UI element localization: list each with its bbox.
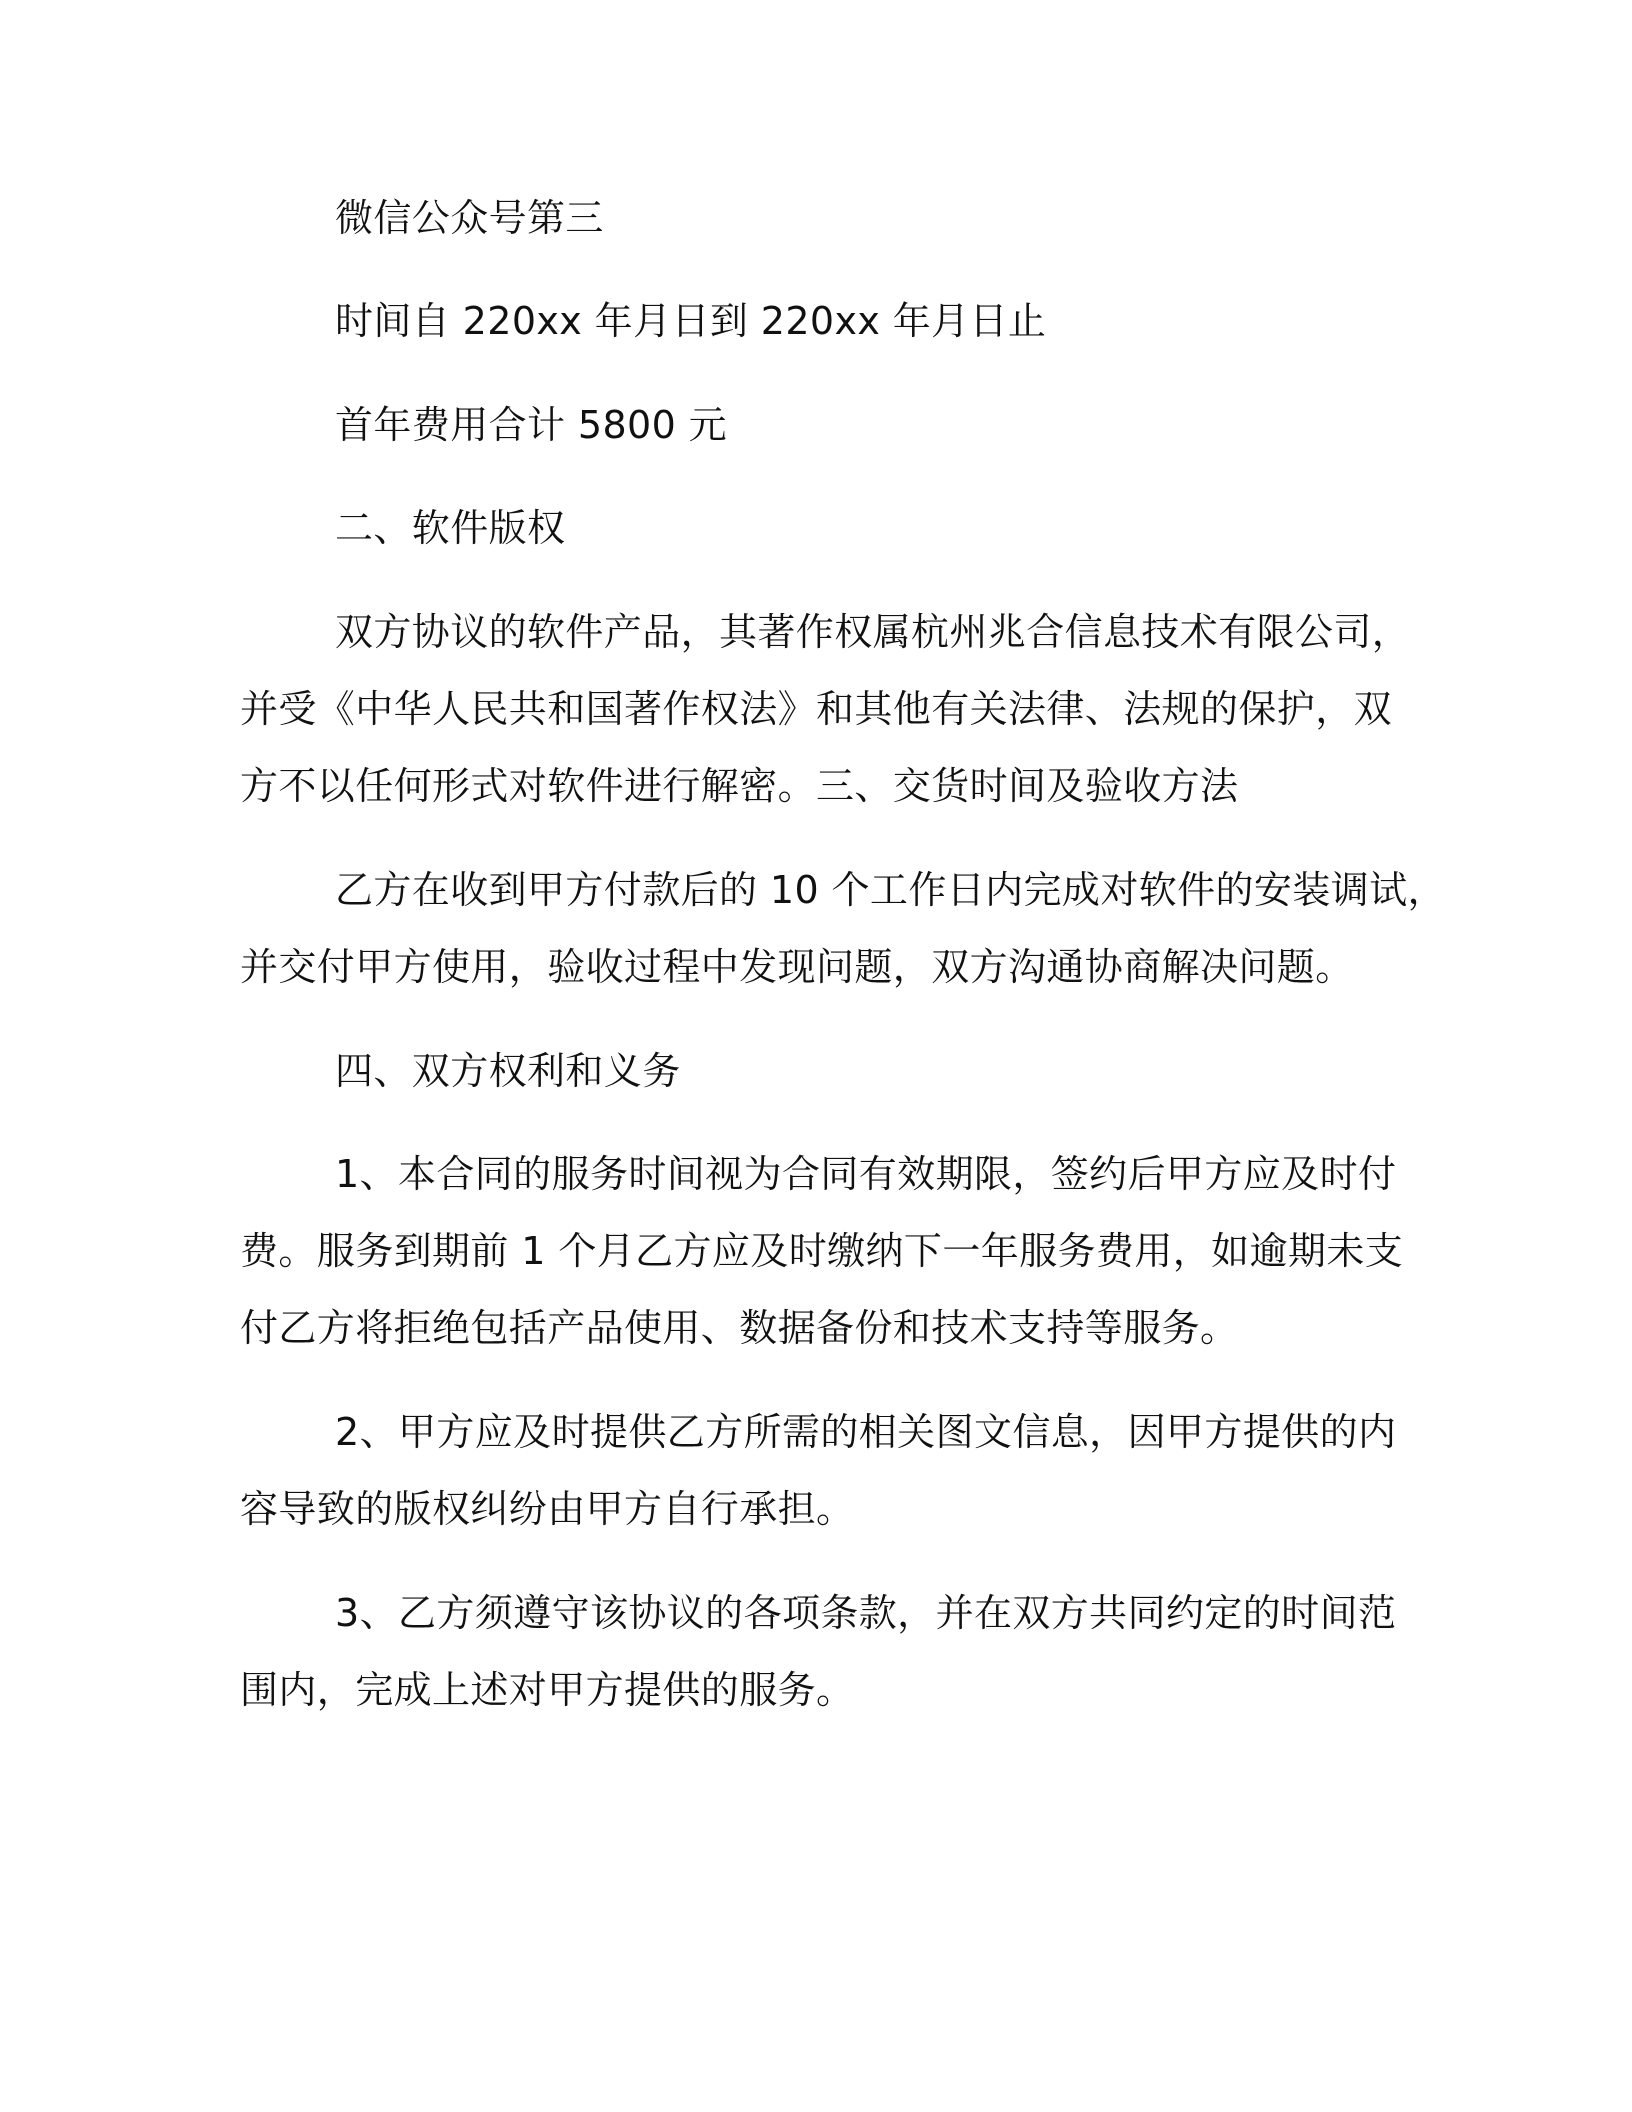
text-line: 容导致的版权纠纷由甲方自行承担。 — [240, 1487, 855, 1531]
text-line: 双方协议的软件产品，其著作权属杭州兆合信息技术有限公司， — [335, 610, 1411, 654]
section-heading: 二、软件版权 — [335, 506, 566, 550]
text-line: 围内，完成上述对甲方提供的服务。 — [240, 1668, 855, 1712]
text-line: 2、甲方应及时提供乙方所需的相关图文信息，因甲方提供的内 — [335, 1410, 1397, 1454]
section-heading: 四、双方权利和义务 — [335, 1049, 681, 1093]
text-line: 时间自 220xx 年月日到 220xx 年月日止 — [335, 299, 1047, 343]
text-line: 3、乙方须遵守该协议的各项条款，并在双方共同约定的时间范 — [335, 1591, 1397, 1635]
text-line: 1、本合同的服务时间视为合同有效期限，签约后甲方应及时付 — [335, 1152, 1397, 1196]
text-line: 首年费用合计 5800 元 — [335, 403, 728, 447]
text-line: 方不以任何形式对软件进行解密。三、交货时间及验收方法 — [240, 764, 1239, 808]
text-line: 并交付甲方使用，验收过程中发现问题，双方沟通协商解决问题。 — [240, 945, 1354, 989]
text-line: 付乙方将拒绝包括产品使用、数据备份和技术支持等服务。 — [240, 1306, 1239, 1350]
text-line: 乙方在收到甲方付款后的 10 个工作日内完成对软件的安装调试， — [335, 868, 1446, 912]
text-line: 并受《中华人民共和国著作权法》和其他有关法律、法规的保护，双 — [240, 687, 1393, 731]
text-line: 费。服务到期前 1 个月乙方应及时缴纳下一年服务费用，如逾期未支 — [240, 1229, 1404, 1273]
text-line: 微信公众号第三 — [335, 196, 604, 240]
